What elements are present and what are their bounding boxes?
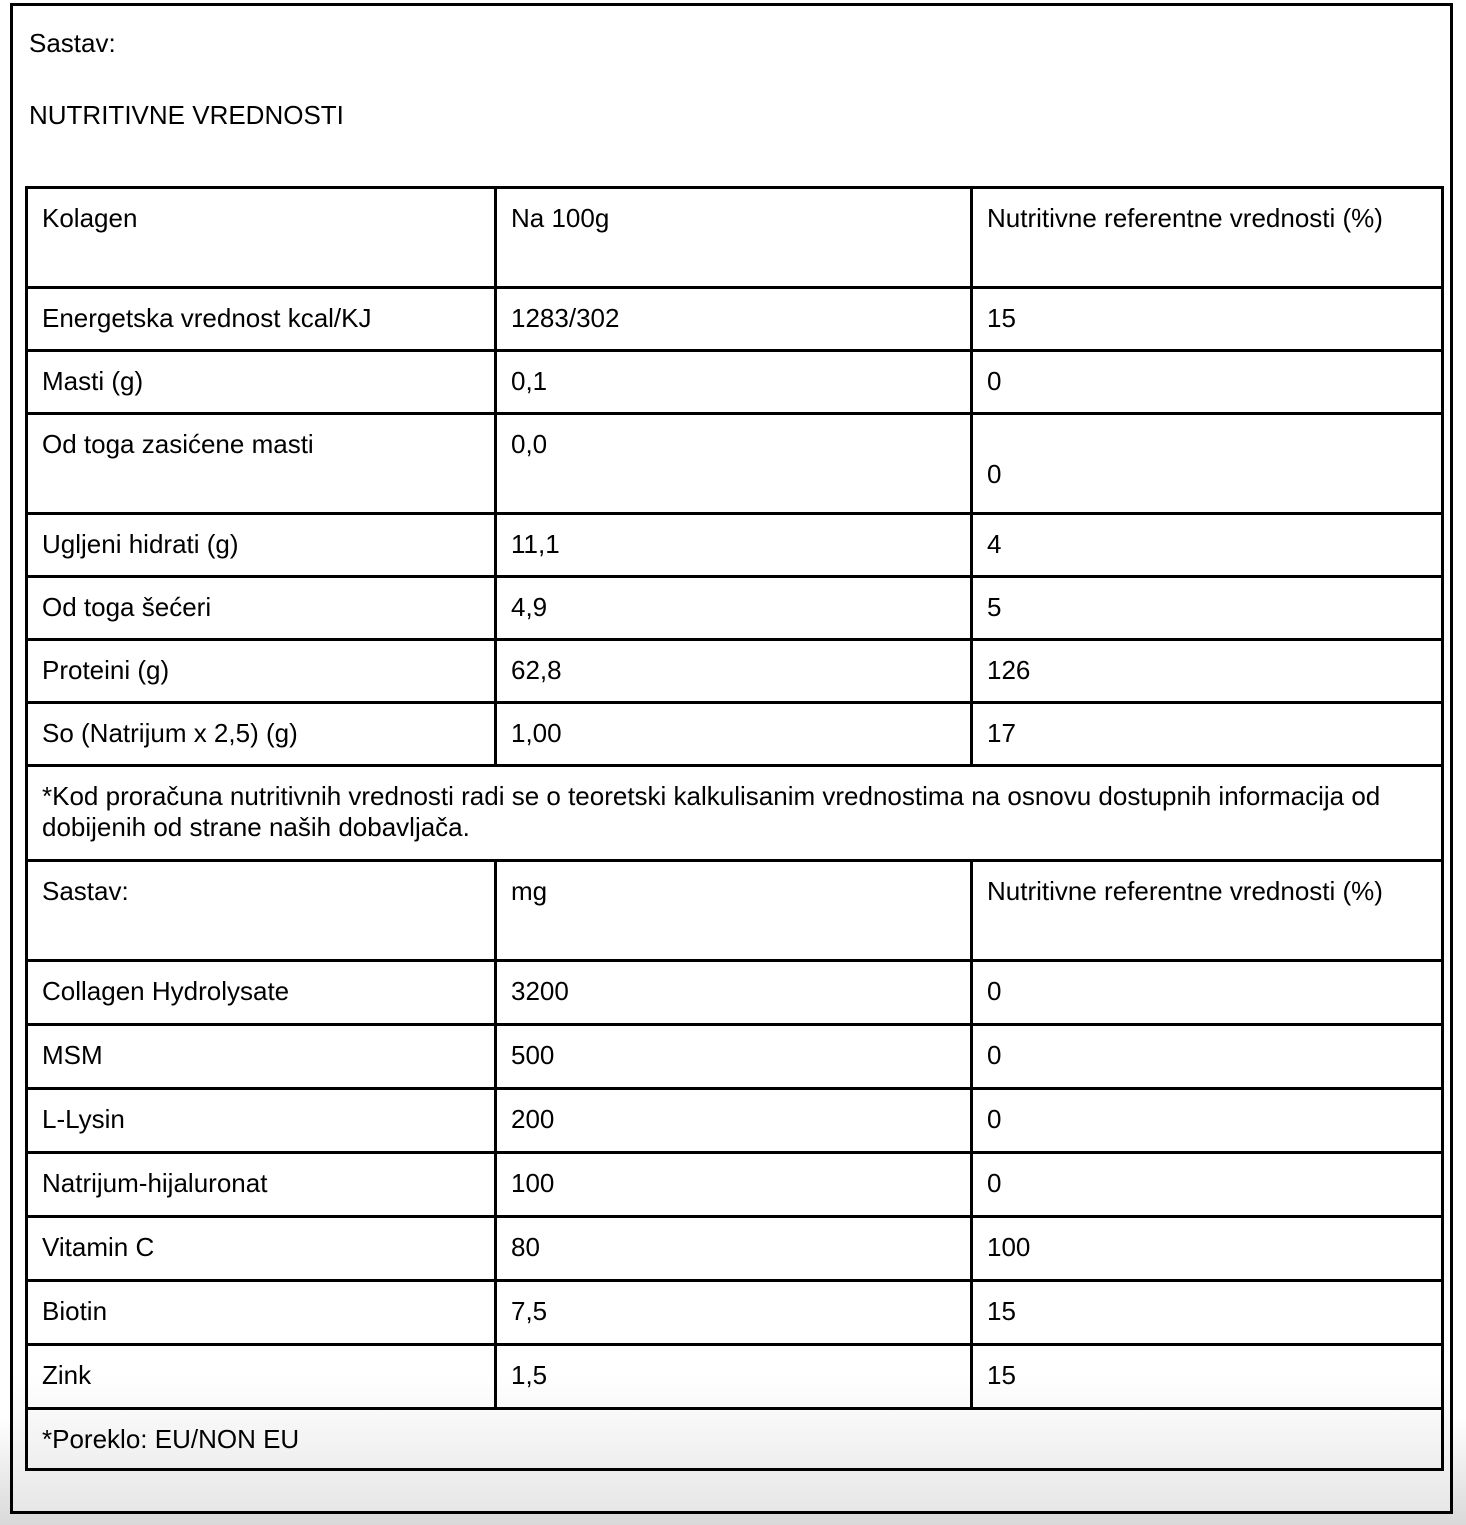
row-label-cell: So (Natrijum x 2,5) (g): [27, 703, 496, 766]
value-cell: 1283/302: [496, 288, 972, 351]
value-cell: 4,9: [496, 577, 972, 640]
table-row: [27, 1089, 1443, 1153]
row-label-cell: Zink: [27, 1345, 496, 1409]
nrv-cell: 15: [972, 1345, 1443, 1409]
value-cell: 7,5: [496, 1281, 972, 1345]
table-row: [27, 577, 1443, 640]
value-cell: 500: [496, 1025, 972, 1089]
row-label-cell: Vitamin C: [27, 1217, 496, 1281]
value-cell: 62,8: [496, 640, 972, 703]
table1-note-row: [27, 766, 1443, 861]
table1-note: [27, 766, 1443, 861]
table-row: [27, 1153, 1443, 1217]
table-row: [27, 640, 1443, 703]
table1-note-text: *Kod proračuna nutritivnih vrednosti radi se o teoretski kalkulisanim vrednostima na osnovu dostupnih informacija od dobijenih od strane naših dobavljača.: [27, 766, 1443, 861]
nrv-cell: 0: [972, 414, 1443, 514]
nrv-cell: 100: [972, 1217, 1443, 1281]
nrv-cell: 0: [972, 1025, 1443, 1089]
value-cell: 3200: [496, 961, 972, 1025]
table-row: [27, 351, 1443, 414]
nrv-cell: 15: [972, 1281, 1443, 1345]
row-label-cell: Od toga zasićene masti: [27, 414, 496, 514]
value-cell: 1,00: [496, 703, 972, 766]
table1-body: [27, 288, 1443, 766]
value-cell: 100: [496, 1153, 972, 1217]
nrv-cell: 0: [972, 961, 1443, 1025]
table1-header-row: [27, 188, 1443, 288]
nrv-cell: 126: [972, 640, 1443, 703]
row-label-cell: Natrijum-hijaluronat: [27, 1153, 496, 1217]
table-row: [27, 1281, 1443, 1345]
nrv-cell: 17: [972, 703, 1443, 766]
table2-header-col3: Nutritivne referentne vrednosti (%): [972, 861, 1443, 961]
row-label-cell: Biotin: [27, 1281, 496, 1345]
nrv-cell: 4: [972, 514, 1443, 577]
nrv-cell: 0: [972, 1089, 1443, 1153]
value-cell: 0,1: [496, 351, 972, 414]
table2-header-row: [27, 861, 1443, 961]
value-cell: 11,1: [496, 514, 972, 577]
row-label-cell: Proteini (g): [27, 640, 496, 703]
table1-header-col1: Kolagen: [27, 188, 496, 288]
row-label-cell: MSM: [27, 1025, 496, 1089]
value-cell: 0,0: [496, 414, 972, 514]
table2-header-col2: mg: [496, 861, 972, 961]
table-row: [27, 414, 1443, 514]
nrv-cell: 15: [972, 288, 1443, 351]
value-cell: 80: [496, 1217, 972, 1281]
row-label-cell: Masti (g): [27, 351, 496, 414]
nutrition-table: [25, 186, 1444, 1471]
nrv-cell: 0: [972, 351, 1443, 414]
origin-row: [27, 1409, 1443, 1470]
document-page: [10, 3, 1453, 1514]
row-label-cell: Energetska vrednost kcal/KJ: [27, 288, 496, 351]
table-row: [27, 288, 1443, 351]
table1-header: [27, 188, 1443, 288]
row-label-cell: Collagen Hydrolysate: [27, 961, 496, 1025]
table-row: [27, 514, 1443, 577]
nrv-cell: 5: [972, 577, 1443, 640]
value-cell: 1,5: [496, 1345, 972, 1409]
table2-header: [27, 861, 1443, 961]
table1-header-col3: Nutritivne referentne vrednosti (%): [972, 188, 1443, 288]
table2-body: [27, 961, 1443, 1409]
row-label-cell: Od toga šećeri: [27, 577, 496, 640]
value-cell: 200: [496, 1089, 972, 1153]
table-row: [27, 1345, 1443, 1409]
table2-footer: [27, 1409, 1443, 1470]
row-label-cell: L-Lysin: [27, 1089, 496, 1153]
origin-text: *Poreklo: EU/NON EU: [27, 1409, 1443, 1470]
table2-header-col1: Sastav:: [27, 861, 496, 961]
table-row: [27, 1025, 1443, 1089]
table1-header-col2: Na 100g: [496, 188, 972, 288]
table-row: [27, 1217, 1443, 1281]
row-label-cell: Ugljeni hidrati (g): [27, 514, 496, 577]
table-row: [27, 961, 1443, 1025]
intro-sastav-label: Sastav:: [29, 28, 116, 58]
page-title: NUTRITIVNE VREDNOSTI: [29, 100, 344, 130]
table-row: [27, 703, 1443, 766]
nrv-cell: 0: [972, 1153, 1443, 1217]
